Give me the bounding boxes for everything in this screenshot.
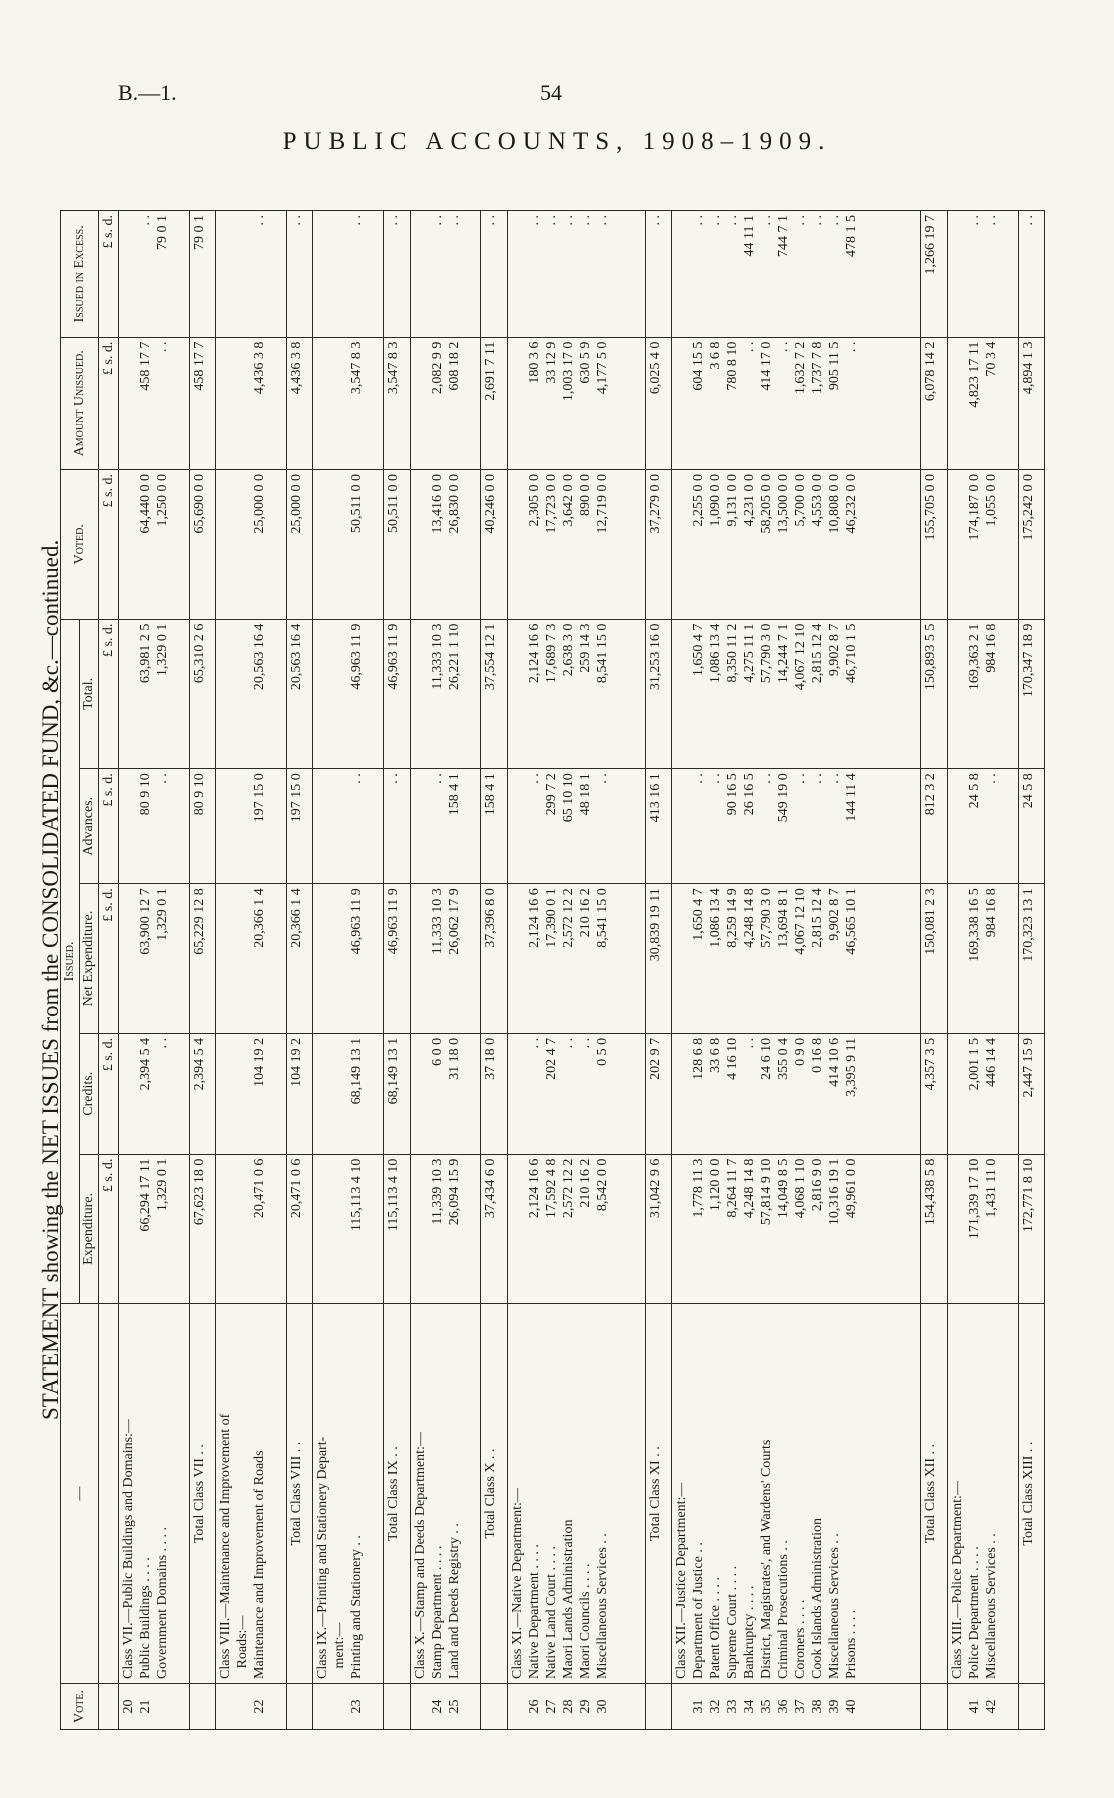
credits-cell: 68,149 13 1	[313, 1033, 384, 1154]
currency-row	[99, 211, 119, 1730]
row-description: Total Class VII . .	[189, 1304, 215, 1684]
col-advances: Advances.	[80, 769, 99, 884]
class-total-row	[921, 211, 947, 1730]
expenditure-cell: 172,771 8 10	[1018, 1154, 1044, 1304]
currency-label: £ s. d.	[99, 469, 119, 619]
voted-cell: 155,705 0 0	[921, 469, 947, 619]
net-expenditure-cell: 2,124 16 6 17,390 0 1 2,572 12 2 210 16 2 8,541 15 0	[507, 884, 645, 1034]
voted-cell: 50,511 0 0	[313, 469, 384, 619]
credits-cell: 104 19 2	[216, 1033, 287, 1154]
net-expenditure-cell: 170,323 13 1	[1018, 884, 1044, 1034]
row-description: Total Class XI . .	[645, 1304, 671, 1684]
row-description: Class XI.—Native Department:— Native Department . . . . Native Land Court . . . . Maori Lands Administration Maori Councils . . . . Miscellaneous Services . .	[507, 1304, 645, 1684]
voted-cell: 13,416 0 0 26,830 0 0	[410, 469, 481, 619]
net-expenditure-cell: 11,333 10 3 26,062 17 9	[410, 884, 481, 1034]
excess-cell: . . . . . . 44 11 1 . . 744 7 1 . . . . . . 478 1 5	[671, 211, 921, 338]
vote-numbers	[384, 1683, 410, 1729]
advances-cell: . .	[313, 769, 384, 884]
net-expenditure-cell: 63,900 12 7 1,329 0 1	[119, 884, 190, 1034]
excess-cell: . .	[313, 211, 384, 338]
row-description: Class XIII.—Police Department:— Police Department . . . . Miscellaneous Services . .	[947, 1304, 1018, 1684]
net-expenditure-cell: 1,650 4 7 1,086 13 4 8,259 14 9 4,248 14 8 57,790 3 0 13,694 8 1 4,067 12 10 2,815 12 4 9,902 8 7 46,565 10 1	[671, 884, 921, 1034]
advances-cell: 24 5 8	[1018, 769, 1044, 884]
unissued-cell: 458 17 7 . .	[119, 337, 190, 469]
advances-cell: 197 15 0	[216, 769, 287, 884]
unissued-cell: 4,436 3 8	[287, 337, 313, 469]
total-cell: 46,963 11 9	[384, 619, 410, 769]
excess-cell: . . . .	[947, 211, 1018, 338]
expenditure-cell: 20,471 0 6	[216, 1154, 287, 1304]
currency-label: £ s. d.	[99, 769, 119, 884]
unissued-cell: 3,547 8 3	[313, 337, 384, 469]
class-detail-row	[119, 211, 190, 1730]
col-credits: Credits.	[80, 1033, 99, 1154]
expenditure-cell: 115,113 4 10	[384, 1154, 410, 1304]
expenditure-cell: 2,124 16 6 17,592 4 8 2,572 12 2 210 16 2 8,542 0 0	[507, 1154, 645, 1304]
total-cell: 65,310 2 6	[189, 619, 215, 769]
page-ref-left: B.—1.	[118, 80, 177, 105]
total-cell: 150,893 5 5	[921, 619, 947, 769]
net-expenditure-cell: 169,338 16 5 984 16 8	[947, 884, 1018, 1034]
col-description: —	[61, 1304, 99, 1684]
table-body	[119, 211, 1045, 1730]
statement-table-rotated	[60, 210, 1045, 1730]
excess-cell: 79 0 1	[189, 211, 215, 338]
vote-numbers	[1018, 1683, 1044, 1729]
credits-cell: 2,394 5 4 . .	[119, 1033, 190, 1154]
voted-cell: 40,246 0 0	[481, 469, 507, 619]
net-expenditure-cell: 30,839 19 11	[645, 884, 671, 1034]
class-detail-row	[216, 211, 287, 1730]
advances-cell: 24 5 8 . .	[947, 769, 1018, 884]
excess-cell: . .	[1018, 211, 1044, 338]
net-expenditure-cell: 150,081 2 3	[921, 884, 947, 1034]
voted-cell: 50,511 0 0	[384, 469, 410, 619]
unissued-cell: 6,025 4 0	[645, 337, 671, 469]
unissued-cell: 4,436 3 8	[216, 337, 287, 469]
expenditure-cell: 154,438 5 8	[921, 1154, 947, 1304]
voted-cell: 175,242 0 0	[1018, 469, 1044, 619]
class-detail-row	[313, 211, 384, 1730]
statement-title: STATEMENT showing the NET ISSUES from the CONSOLIDATED FUND, &c.—continued.	[38, 539, 63, 1420]
total-cell: 46,963 11 9	[313, 619, 384, 769]
expenditure-cell: 20,471 0 6	[287, 1154, 313, 1304]
total-cell: 170,347 18 9	[1018, 619, 1044, 769]
unissued-cell: 2,082 9 9 608 18 2	[410, 337, 481, 469]
class-total-row	[189, 211, 215, 1730]
advances-cell: 80 9 10	[189, 769, 215, 884]
advances-cell: . .	[384, 769, 410, 884]
col-voted: Voted.	[61, 469, 99, 619]
net-expenditure-cell: 65,229 12 8	[189, 884, 215, 1034]
total-cell: 2,124 16 6 17,689 7 3 2,638 3 0 259 14 3 8,541 15 0	[507, 619, 645, 769]
class-total-row	[287, 211, 313, 1730]
vote-numbers: 41 42	[947, 1683, 1018, 1729]
total-cell: 63,981 2 5 1,329 0 1	[119, 619, 190, 769]
advances-cell: . . 158 4 1	[410, 769, 481, 884]
unissued-cell: 4,894 1 3	[1018, 337, 1044, 469]
net-expenditure-cell: 37,396 8 0	[481, 884, 507, 1034]
class-detail-row	[947, 211, 1018, 1730]
currency-label: £ s. d.	[99, 211, 119, 338]
unissued-cell: 6,078 14 2	[921, 337, 947, 469]
excess-cell: . .	[384, 211, 410, 338]
advances-cell: 80 9 10 . .	[119, 769, 190, 884]
voted-cell: 174,187 0 0 1,055 0 0	[947, 469, 1018, 619]
excess-cell: . . . . . . . . . .	[507, 211, 645, 338]
total-cell: 1,650 4 7 1,086 13 4 8,350 11 2 4,275 11 1 57,790 3 0 14,244 7 1 4,067 12 10 2,815 12 4 9,902 8 7 46,710 1 5	[671, 619, 921, 769]
excess-cell: . . 79 0 1	[119, 211, 190, 338]
row-description: Total Class X . .	[481, 1304, 507, 1684]
currency-label: £ s. d.	[99, 337, 119, 469]
class-total-row	[384, 211, 410, 1730]
excess-cell: . .	[216, 211, 287, 338]
net-issues-table	[60, 210, 1045, 1730]
vote-numbers	[189, 1683, 215, 1729]
credits-cell: 202 9 7	[645, 1033, 671, 1154]
running-head: PUBLIC ACCOUNTS, 1908–1909.	[282, 128, 832, 155]
expenditure-cell: 1,778 11 3 1,120 0 0 8,264 11 7 4,248 14 8 57,814 9 10 14,049 8 5 4,068 1 10 2,816 9 0 10,316 19 1 49,961 0 0	[671, 1154, 921, 1304]
col-net-expenditure: Net Expenditure.	[80, 884, 99, 1034]
unissued-cell: 2,691 7 11	[481, 337, 507, 469]
total-cell: 20,563 16 4	[216, 619, 287, 769]
col-issued-in-excess: Issued in Excess.	[61, 211, 99, 338]
vote-numbers: 26 27 28 29 30	[507, 1683, 645, 1729]
expenditure-cell: 37,434 6 0	[481, 1154, 507, 1304]
net-expenditure-cell: 20,366 1 4	[287, 884, 313, 1034]
class-detail-row	[410, 211, 481, 1730]
col-total: Total.	[80, 619, 99, 769]
class-total-row	[1018, 211, 1044, 1730]
row-description: Total Class XIII . .	[1018, 1304, 1044, 1684]
row-description: Total Class IX . .	[384, 1304, 410, 1684]
credits-cell: 6 0 0 31 18 0	[410, 1033, 481, 1154]
page-number: 54	[540, 80, 562, 105]
excess-cell: . .	[645, 211, 671, 338]
expenditure-cell: 115,113 4 10	[313, 1154, 384, 1304]
currency-label: £ s. d.	[99, 1033, 119, 1154]
vote-numbers: 23	[313, 1683, 384, 1729]
class-total-row	[481, 211, 507, 1730]
vote-numbers	[645, 1683, 671, 1729]
vote-numbers	[481, 1683, 507, 1729]
credits-cell: 2,447 15 9	[1018, 1033, 1044, 1154]
row-description: Class IX.—Printing and Stationery Depart- ment:— Printing and Stationery . .	[313, 1304, 384, 1684]
row-description: Class VIII.—Maintenance and Improvement of Roads:— Maintenance and Improvement of Roads	[216, 1304, 287, 1684]
advances-cell: 812 3 2	[921, 769, 947, 884]
total-cell: 31,253 16 0	[645, 619, 671, 769]
advances-cell: . . . . 90 16 5 26 16 5 . . 549 19 0 . . . . . . 144 11 4	[671, 769, 921, 884]
unissued-cell: 4,823 17 11 70 3 4	[947, 337, 1018, 469]
credits-cell: 2,394 5 4	[189, 1033, 215, 1154]
credits-cell: 68,149 13 1	[384, 1033, 410, 1154]
expenditure-cell: 31,042 9 6	[645, 1154, 671, 1304]
advances-cell: 158 4 1	[481, 769, 507, 884]
credits-cell: 104 19 2	[287, 1033, 313, 1154]
advances-cell: 197 15 0	[287, 769, 313, 884]
advances-cell: . . 299 7 2 65 10 10 48 18 1 . .	[507, 769, 645, 884]
voted-cell: 25,000 0 0	[216, 469, 287, 619]
voted-cell: 2,255 0 0 1,090 0 0 9,131 0 0 4,231 0 0 58,205 0 0 13,500 0 0 5,700 0 0 4,553 0 0 10,808 0 0 46,232 0 0	[671, 469, 921, 619]
class-total-row	[645, 211, 671, 1730]
advances-cell: 413 16 1	[645, 769, 671, 884]
credits-cell: 4,357 3 5	[921, 1033, 947, 1154]
voted-cell: 2,305 0 0 17,723 0 0 3,642 0 0 890 0 0 12,719 0 0	[507, 469, 645, 619]
row-description: Total Class VIII . .	[287, 1304, 313, 1684]
excess-cell: 1,266 19 7	[921, 211, 947, 338]
vote-numbers	[921, 1683, 947, 1729]
credits-cell: . . 202 4 7 . . . . 0 5 0	[507, 1033, 645, 1154]
unissued-cell: 458 17 7	[189, 337, 215, 469]
net-expenditure-cell: 46,963 11 9	[384, 884, 410, 1034]
currency-label: £ s. d.	[99, 884, 119, 1034]
excess-cell: . .	[481, 211, 507, 338]
unissued-cell: 604 15 5 3 6 8 780 8 10 . . 414 17 0 . . 1,632 7 2 1,737 7 8 905 11 5 . .	[671, 337, 921, 469]
voted-cell: 37,279 0 0	[645, 469, 671, 619]
total-cell: 37,554 12 1	[481, 619, 507, 769]
expenditure-cell: 67,623 18 0	[189, 1154, 215, 1304]
net-expenditure-cell: 46,963 11 9	[313, 884, 384, 1034]
vote-numbers: 24 25	[410, 1683, 481, 1729]
currency-label: £ s. d.	[99, 619, 119, 769]
row-description: Class VII.—Public Buildings and Domains:— Public Buildings . . . . Government Domains . . . .	[119, 1304, 190, 1684]
header-row-1	[61, 211, 80, 1730]
row-description: Class XII.—Justice Department:— Department of Justice . . Patent Office . . . . Supreme Court . . . . Bankruptcy . . . . District, Magistrates', and Wardens' Courts Criminal Prosecutions . . Coroners . . . . Cook Islands Administration Miscellaneous Services . . Prisons . . . .	[671, 1304, 921, 1684]
expenditure-cell: 171,339 17 10 1,431 11 0	[947, 1154, 1018, 1304]
currency-blank	[99, 1304, 119, 1684]
row-description: Class X.—Stamp and Deeds Department:— Stamp Department . . . . Land and Deeds Registry . .	[410, 1304, 481, 1684]
col-group-issued: Issued.	[61, 619, 80, 1304]
class-detail-row	[507, 211, 645, 1730]
voted-cell: 64,440 0 0 1,250 0 0	[119, 469, 190, 619]
col-amount-unissued: Amount Unissued.	[61, 337, 99, 469]
total-cell: 169,363 2 1 984 16 8	[947, 619, 1018, 769]
unissued-cell: 3,547 8 3	[384, 337, 410, 469]
row-description: Total Class XII . .	[921, 1304, 947, 1684]
vote-numbers: 20 21	[119, 1683, 190, 1729]
credits-cell: 37 18 0	[481, 1033, 507, 1154]
vote-numbers	[287, 1683, 313, 1729]
vote-numbers: 22	[216, 1683, 287, 1729]
vote-numbers: 31 32 33 34 35 36 37 38 39 40	[671, 1683, 921, 1729]
voted-cell: 25,000 0 0	[287, 469, 313, 619]
col-expenditure: Expenditure.	[80, 1154, 99, 1304]
excess-cell: . .	[287, 211, 313, 338]
excess-cell: . . . .	[410, 211, 481, 338]
total-cell: 11,333 10 3 26,221 1 10	[410, 619, 481, 769]
expenditure-cell: 66,294 17 11 1,329 0 1	[119, 1154, 190, 1304]
col-vote: Vote.	[61, 1683, 99, 1729]
total-cell: 20,563 16 4	[287, 619, 313, 769]
currency-label: £ s. d.	[99, 1154, 119, 1304]
class-detail-row	[671, 211, 921, 1730]
currency-blank	[99, 1683, 119, 1729]
credits-cell: 2,001 1 5 446 14 4	[947, 1033, 1018, 1154]
voted-cell: 65,690 0 0	[189, 469, 215, 619]
unissued-cell: 180 3 6 33 12 9 1,003 17 0 630 5 9 4,177 5 0	[507, 337, 645, 469]
credits-cell: 128 6 8 33 6 8 4 16 10 . . 24 6 10 355 0 4 0 9 0 0 16 8 414 10 6 3,395 9 11	[671, 1033, 921, 1154]
net-expenditure-cell: 20,366 1 4	[216, 884, 287, 1034]
expenditure-cell: 11,339 10 3 26,094 15 9	[410, 1154, 481, 1304]
